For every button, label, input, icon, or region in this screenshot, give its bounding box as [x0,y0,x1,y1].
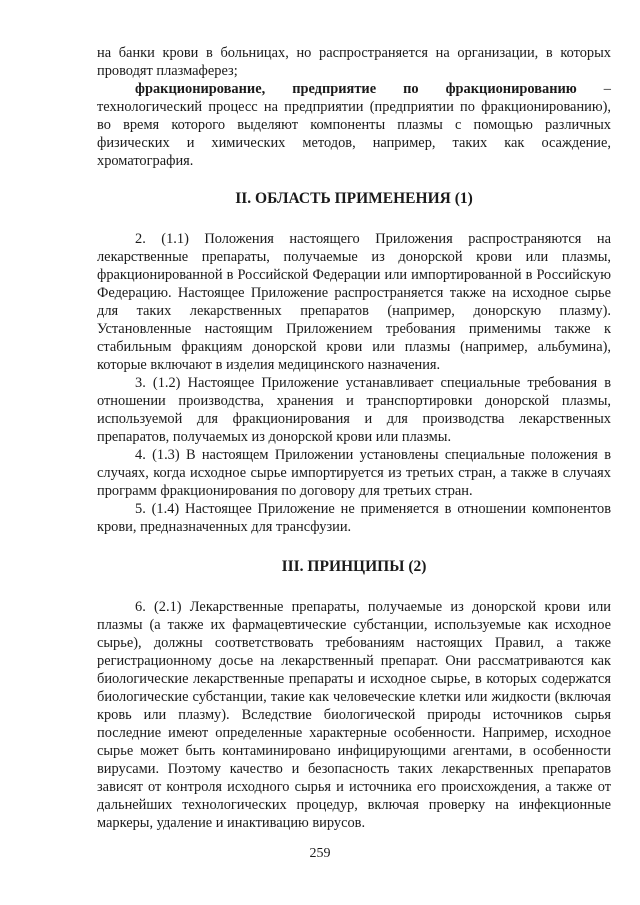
definition-paragraph [97,80,611,170]
paragraph-4: 4. (1.3) В настоящем Приложении установлены специальные положения в случаях, когда исходное сырье импортируется из третьих стран, а также в случаях программ фракционирования по договору для третьих стран. [97,447,611,499]
document-page [97,44,611,832]
definition-text: – технологический процесс на предприятии (предприятии по фракционированию), во время которого выделяют компоненты плазмы с помощью различных физических и химических методов, например, таких как осаждение, хроматография. [97,81,611,169]
defined-term: фракционирование, предприятие по фракционированию [135,81,577,97]
section-heading-principles: III. ПРИНЦИПЫ (2) [281,558,427,575]
paragraph-2: 2. (1.1) Положения настоящего Приложения распространяются на лекарственные препараты, получаемые из донорской крови или плазмы, фракционированной в Российской Федерации или импортированной в Российскую Федерацию. Настоящее Приложение распространяется также на исходное сырье для таких лекарственных препаратов (например, донорскую плазму). Установленные настоящим Приложением требования применимы также к стабильным фракциям донорской крови или плазмы (например, альбумина), которые включают в изделия медицинского назначения. [97,231,611,373]
section-heading-scope: II. ОБЛАСТЬ ПРИМЕНЕНИЯ (1) [235,190,473,207]
paragraph-5: 5. (1.4) Настоящее Приложение не применяется в отношении компонентов крови, предназначенных для трансфузии. [97,501,611,535]
paragraph-3: 3. (1.2) Настоящее Приложение устанавливает специальные требования в отношении производства, хранения и транспортировки донорской плазмы, используемой для фракционирования и для производства лекарственных препаратов, получаемых из донорской крови или плазмы. [97,375,611,445]
paragraph-6: 6. (2.1) Лекарственные препараты, получаемые из донорской крови или плазмы (а также их фармацевтические субстанции, используемые как исходное сырье), должны соответствовать требованиям настоящих Правил, а также регистрационному досье на лекарственный препарат. Они рассматриваются как биологические лекарственные препараты и исходное сырье, в которых содержатся биологические субстанции, такие как человеческие клетки или жидкости (включая кровь или плазму). Вследствие биологической природы источников сырья последние имеют определенные характерные особенности. Например, исходное сырье может быть контаминировано инфицирующими агентами, в особенности вирусами. Поэтому качество и безопасность таких лекарственных препаратов зависят от контроля исходного сырья и источника его происхождения, а также от дальнейших технологических процедур, включая проверку на инфекционные маркеры, удаление и инактивацию вирусов. [97,599,611,831]
intro-paragraph: на банки крови в больницах, но распространяется на организации, в которых проводят плазмаферез; [97,45,611,79]
page-number: 259 [309,846,331,861]
